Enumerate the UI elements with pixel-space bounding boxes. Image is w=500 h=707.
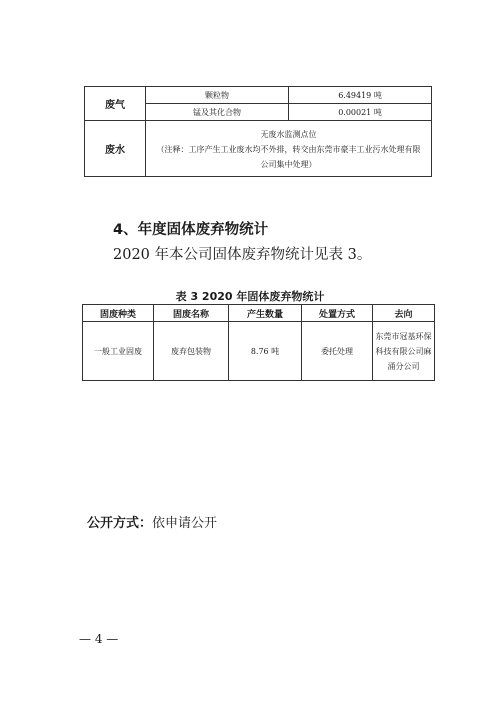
table-cell [373,322,435,381]
water-category-cell: 废水 [85,121,146,177]
solid-waste-table [82,304,435,381]
gas-category-cell: 废气 [85,87,146,121]
column-header: 处置方式 [302,305,373,322]
section-heading: 4、年度固体废弃物统计 [113,222,269,238]
water-note-line: （注释：工序产生工业废水均不外排，转交由东莞市豪丰工业污水处理有限 [156,145,421,154]
water-note-cell [146,121,432,177]
emissions-table [84,86,432,177]
column-header: 去向 [373,305,435,322]
table-cell: 8.76 吨 [229,322,302,381]
page-number: — 4 — [79,632,119,646]
amount-cell: 6.49419 吨 [289,87,432,104]
column-header: 产生数量 [229,305,302,322]
water-note-line: 公司集中处理） [260,160,317,169]
table-cell: 一般工业固废 [83,322,154,381]
destination-line: 东莞市冠基环保 [375,331,432,341]
pollutant-cell: 锰及其化合物 [146,104,289,121]
column-header: 固废名称 [154,305,229,322]
pollutant-cell: 颗粒物 [146,87,289,104]
disclosure-line [87,512,217,531]
table-row [85,87,432,104]
destination-line: 科技有限公司麻 [375,346,432,356]
disclosure-value: 依申请公开 [152,516,218,531]
table-caption: 表 3 2020 年固体废弃物统计 [175,290,325,303]
column-header: 固废种类 [83,305,154,322]
disclosure-label: 公开方式： [87,516,153,531]
section-intro: 2020 年本公司固体废弃物统计见表 3。 [113,247,372,263]
table-row [83,322,435,381]
water-note-line: 无废水监测点位 [260,130,317,139]
table-cell: 委托处理 [302,322,373,381]
table-header-row [83,305,435,322]
table-cell: 废弃包装物 [154,322,229,381]
amount-cell: 0.00021 吨 [289,104,432,121]
table-row [85,121,432,177]
destination-line: 涌分公司 [387,361,420,371]
